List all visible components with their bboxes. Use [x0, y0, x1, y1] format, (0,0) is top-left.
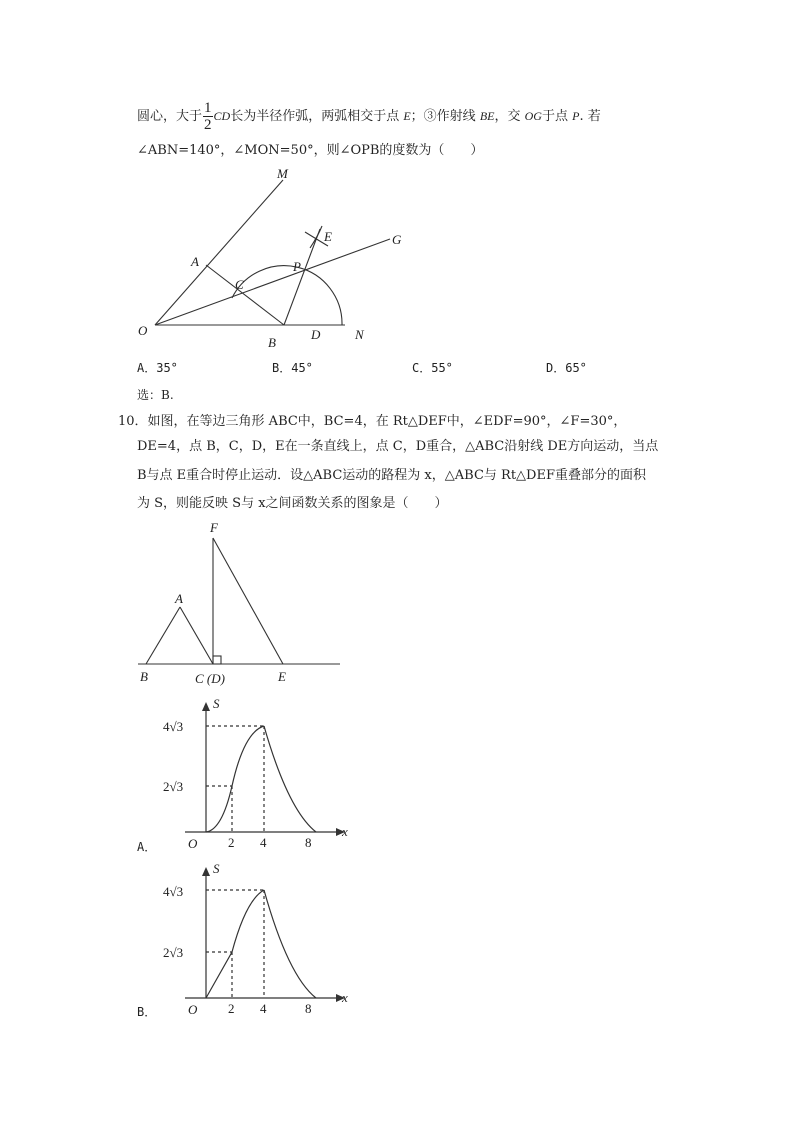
graph-a-option-label[interactable]: A．	[137, 840, 157, 854]
curve-rise	[206, 890, 264, 998]
y-tick-peak: 4√3	[163, 884, 184, 899]
x-tick-2: 2	[228, 835, 235, 850]
axis-label-x: x	[342, 990, 348, 1005]
label-F: F	[210, 520, 218, 535]
x-tick-2: 2	[228, 1001, 235, 1016]
q10-line3: B与点 E重合时停止运动．设△ABC运动的路程为 x，△ABC与 Rt△DEF重叠部分的面积	[137, 468, 646, 483]
origin-label: O	[188, 1002, 198, 1017]
graph-b-option-label[interactable]: B．	[137, 1005, 157, 1019]
x-tick-4: 4	[260, 835, 267, 850]
label-O: O	[138, 323, 148, 338]
label-E: E	[278, 669, 286, 684]
label-C: C	[235, 277, 244, 292]
label-P: P	[293, 259, 301, 274]
x-tick-4: 4	[260, 1001, 267, 1016]
q9-option-c[interactable]: C．55°	[412, 361, 453, 375]
label-CD: C (D)	[195, 671, 225, 686]
label-B: B	[140, 669, 148, 684]
fraction-half: $\frac{1}{2}$	[204, 100, 212, 133]
q10-line2: DE=4，点 B，C，D，E在一条直线上，点 C，D重合，△ABC沿射线 DE方向运动，当点	[137, 439, 659, 454]
label-G: G	[392, 232, 402, 247]
q9-option-b[interactable]: B．45°	[272, 361, 313, 375]
q9-line1: 圆心，大于 $\frac{1}{2}$ CD长为半径作弧，两弧相交于点 E；③作射线 BE，交 OG于点 P. 若	[137, 100, 601, 133]
label-N: N	[355, 327, 364, 342]
y-tick-mid: 2√3	[163, 779, 184, 794]
y-axis-arrow	[202, 867, 210, 876]
q9-answer: 选：B.	[137, 388, 174, 402]
curve-fall	[264, 890, 316, 998]
y-tick-peak: 4√3	[163, 719, 184, 734]
label-M: M	[277, 166, 288, 181]
x-tick-8: 8	[305, 1001, 312, 1016]
q10-line1: 10．如图，在等边三角形 ABC中，BC=4，在 Rt△DEF中，∠EDF=90°，∠F=30°，	[118, 414, 627, 429]
origin-label: O	[188, 836, 198, 851]
label-A: A	[191, 254, 199, 269]
q9-option-d[interactable]: D．65°	[546, 361, 587, 375]
label-B: B	[268, 335, 276, 350]
q9-line2: ∠ABN=140°，∠MON=50°，则∠OPB的度数为（ ）	[137, 143, 484, 158]
axis-label-S: S	[213, 696, 220, 711]
x-tick-8: 8	[305, 835, 312, 850]
axis-label-x: x	[342, 824, 348, 839]
y-tick-mid: 2√3	[163, 945, 184, 960]
q9-option-a[interactable]: A．35°	[137, 361, 178, 375]
axis-label-S: S	[213, 861, 220, 876]
q10-line4: 为 S，则能反映 S与 x之间函数关系的图象是（ ）	[137, 496, 448, 511]
label-D: D	[311, 327, 321, 342]
label-A: A	[175, 591, 183, 606]
label-E: E	[324, 229, 332, 244]
